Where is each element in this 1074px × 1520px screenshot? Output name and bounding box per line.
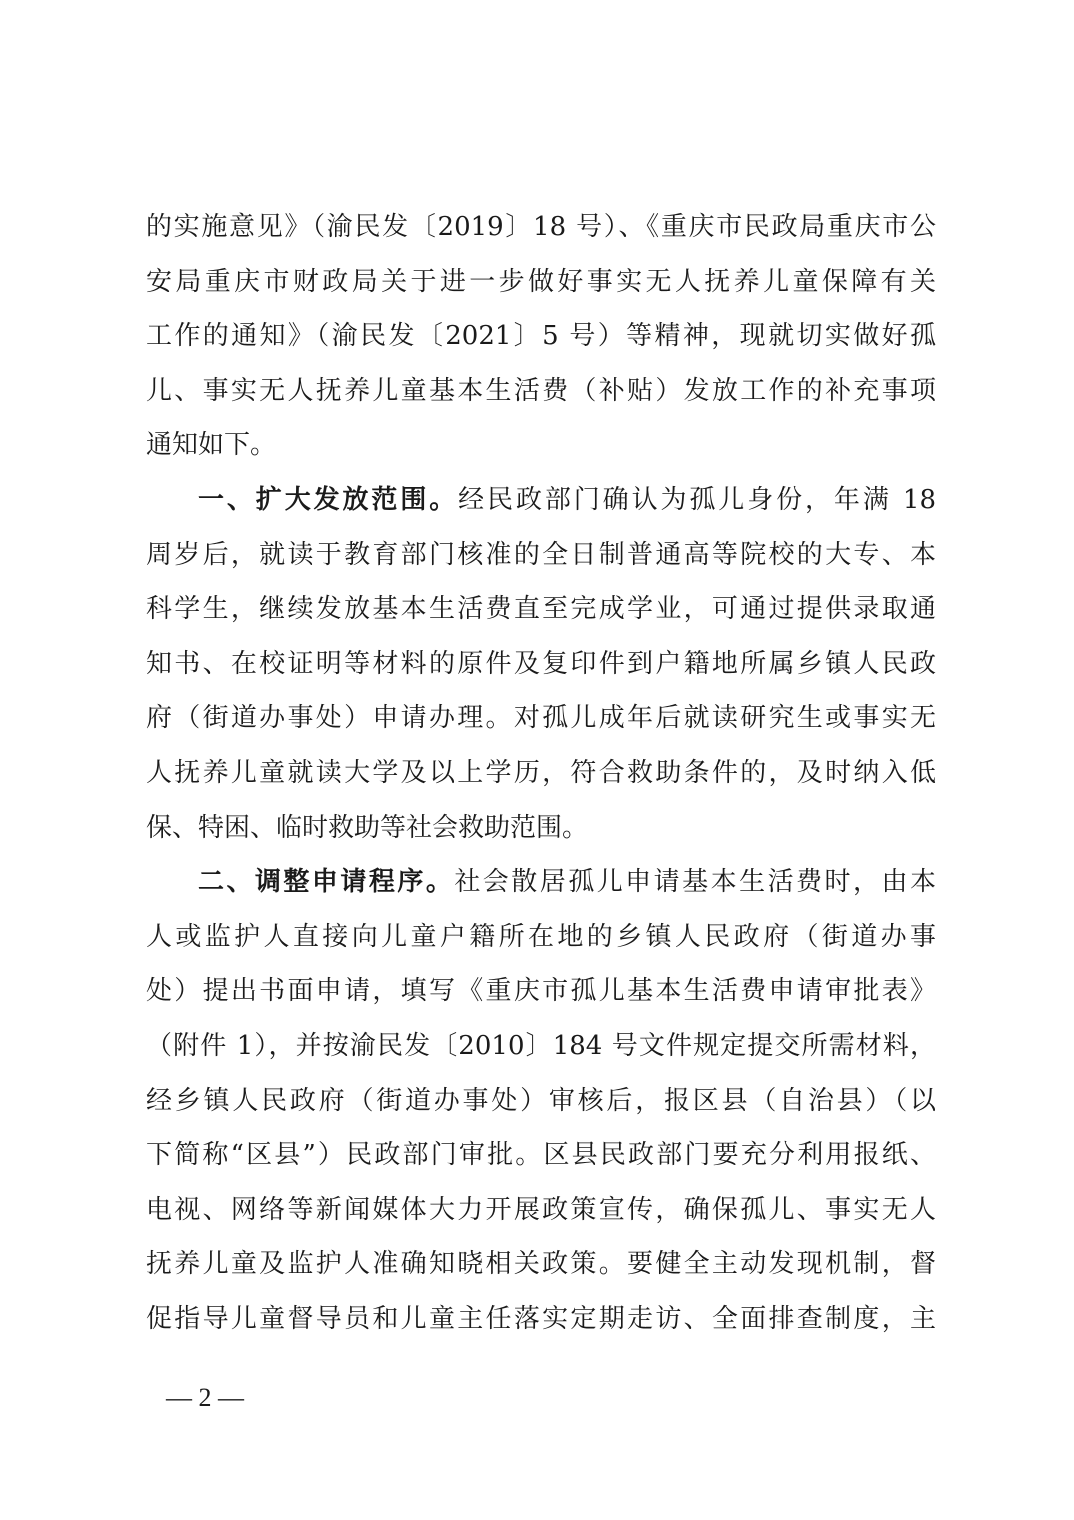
section-1-heading: 一、扩大发放范围。	[198, 484, 459, 515]
paragraph-line: 人抚养儿童就读大学及以上学历，符合救助条件的，及时纳入低	[146, 757, 936, 788]
paragraph-line: 周岁后，就读于教育部门核准的全日制普通高等院校的大专、本	[146, 539, 936, 570]
paragraph-line: 促指导儿童督导员和儿童主任落实定期走访、全面排查制度，主	[146, 1303, 936, 1334]
section-1-first-line	[146, 473, 936, 528]
paragraph-line: 儿、事实无人抚养儿童基本生活费（补贴）发放工作的补充事项	[146, 375, 936, 406]
paragraph-line: 电视、网络等新闻媒体大力开展政策宣传，确保孤儿、事实无人	[146, 1194, 936, 1225]
paragraph-line: 下简称“区县”）民政部门审批。区县民政部门要充分利用报纸、	[146, 1140, 936, 1171]
page-number: — 2 —	[166, 1383, 244, 1412]
paragraph-line: 保、特困、临时救助等社会救助范围。	[146, 812, 589, 843]
paragraph-line: 通知如下。	[146, 430, 277, 461]
paragraph-line: 工作的通知》（渝民发〔2021〕5 号）等精神，现就切实做好孤	[146, 321, 936, 352]
paragraph-line: 知书、在校证明等材料的原件及复印件到户籍地所属乡镇人民政	[146, 648, 936, 679]
section-1-intro: 经民政部门确认为孤儿身份，年满 18	[458, 484, 936, 515]
section-2-intro: 社会散居孤儿申请基本生活费时，由本	[454, 867, 936, 898]
paragraph-line: 科学生，继续发放基本生活费直至完成学业，可通过提供录取通	[146, 594, 936, 625]
paragraph-line: （附件 1），并按渝民发〔2010〕184 号文件规定提交所需材料，	[146, 1030, 936, 1061]
paragraph-line: 抚养儿童及监护人准确知晓相关政策。要健全主动发现机制，督	[146, 1249, 936, 1280]
paragraph-line: 经乡镇人民政府（街道办事处）审核后，报区县（自治县）（以	[146, 1085, 936, 1116]
section-2-first-line	[146, 855, 936, 910]
paragraph-line: 安局重庆市财政局关于进一步做好事实无人抚养儿童保障有关	[146, 266, 936, 297]
paragraph-line: 的实施意见》（渝民发〔2019〕18 号）、《重庆市民政局重庆市公	[146, 212, 936, 242]
paragraph-line: 人或监护人直接向儿童户籍所在地的乡镇人民政府（街道办事	[146, 921, 936, 952]
body-text	[146, 200, 936, 1346]
paragraph-line: 处）提出书面申请，填写《重庆市孤儿基本生活费申请审批表》	[146, 976, 936, 1007]
paragraph-line: 府（街道办事处）申请办理。对孤儿成年后就读研究生或事实无	[146, 703, 936, 734]
section-2-heading: 二、调整申请程序。	[198, 867, 455, 898]
